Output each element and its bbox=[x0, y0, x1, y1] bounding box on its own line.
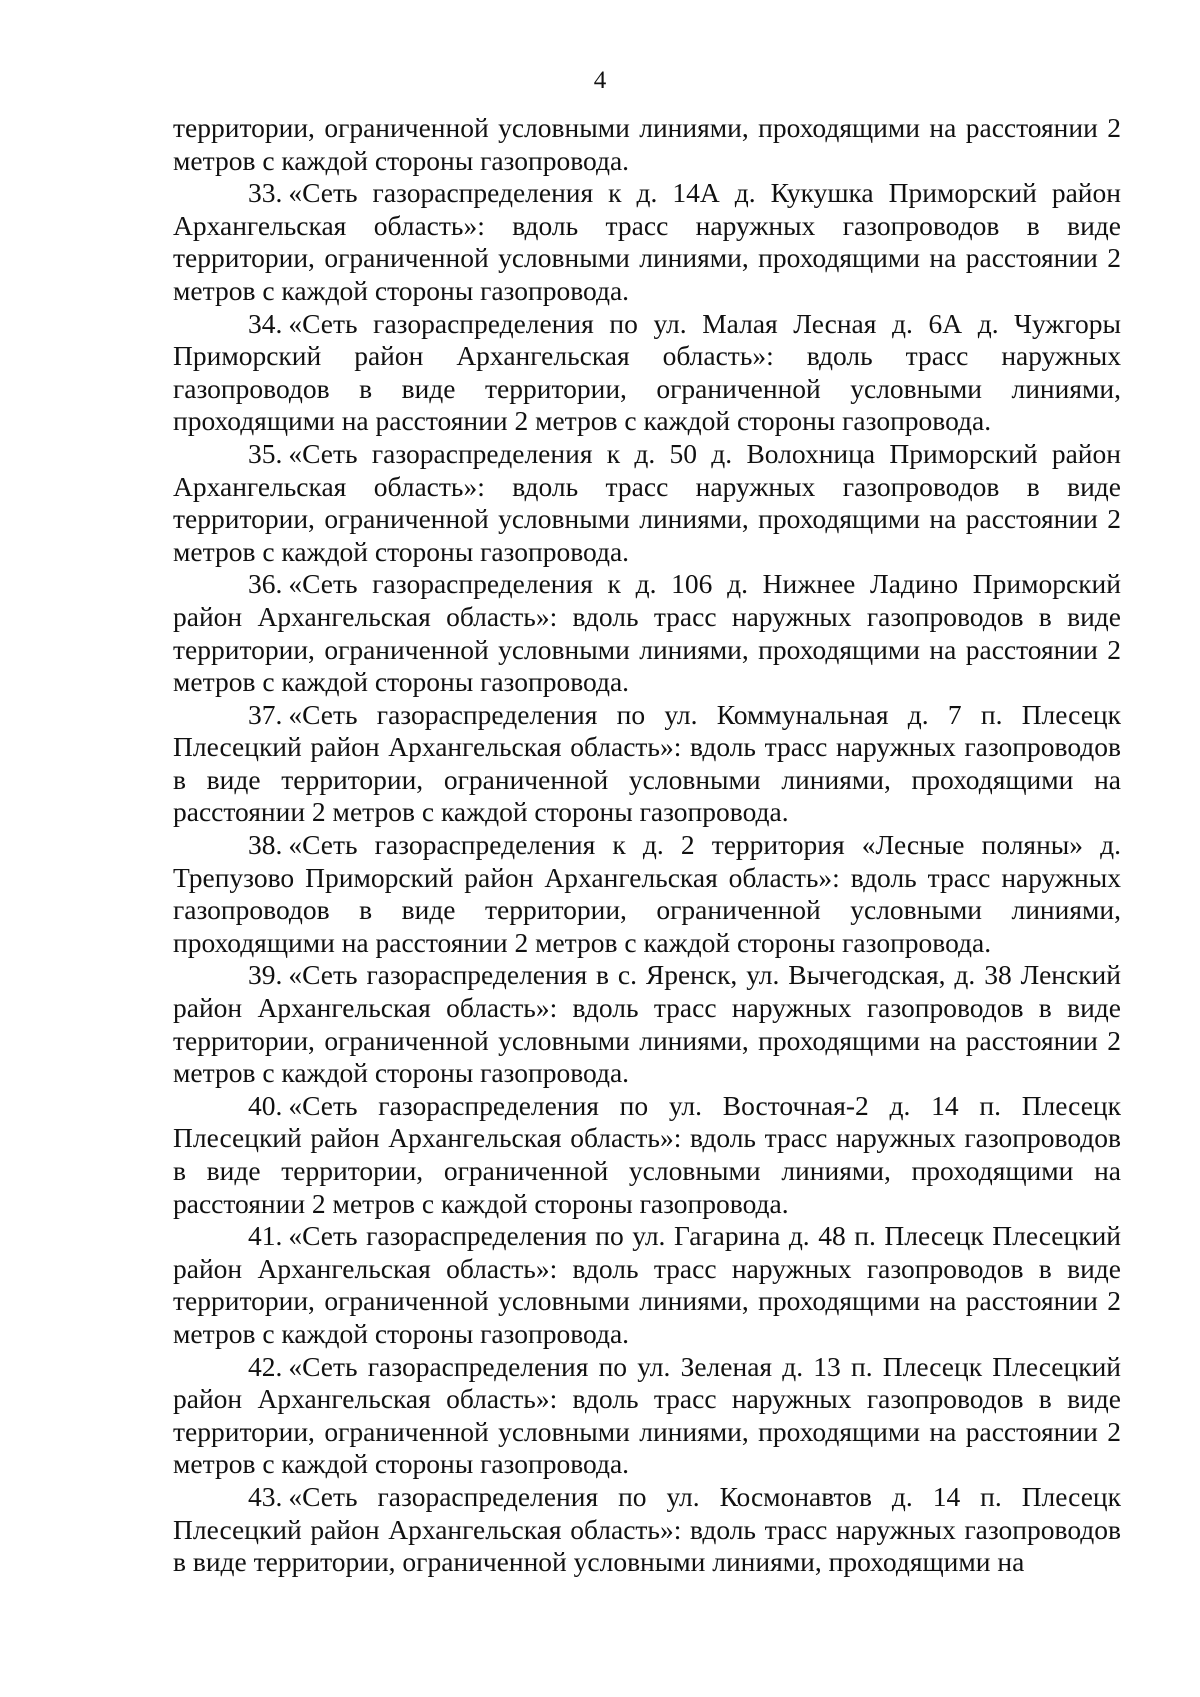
item-text: «Сеть газораспределения по ул. Коммунальная д. 7 п. Плесецк Плесецкий район Архангельская область»: вдоль трасс наружных газопроводов в виде территории, ограниченной условными линиями, проходящими на расстоянии 2 метров с каждой стороны газопровода. bbox=[173, 698, 1121, 828]
item-text: «Сеть газораспределения в с. Яренск, ул. Вычегодская, д. 38 Ленский район Архангельская область»: вдоль трасс наружных газопроводов в виде территории, ограниченной условными линиями, проходящими на расстоянии 2 метров с каждой стороны газопровода. bbox=[173, 959, 1121, 1089]
item-text: «Сеть газораспределения к д. 14А д. Кукушка Приморский район Архангельская область»: вдоль трасс наружных газопроводов в виде территории, ограниченной условными линиями, проходящими на расстоянии 2 метров с каждой стороны газопровода. bbox=[173, 177, 1121, 306]
page-number: 4 bbox=[593, 67, 607, 94]
item-number: 36. bbox=[248, 568, 283, 600]
list-item-34 bbox=[173, 308, 1121, 438]
list-item-41 bbox=[173, 1220, 1121, 1350]
item-number: 40. bbox=[248, 1089, 283, 1121]
item-number: 38. bbox=[248, 829, 283, 861]
item-text: «Сеть газораспределения по ул. Космонавтов д. 14 п. Плесецк Плесецкий район Архангельская область»: вдоль трасс наружных газопроводов в виде территории, ограниченной условными линиями, проходящими на bbox=[173, 1480, 1121, 1578]
item-text: «Сеть газораспределения к д. 2 территория «Лесные поляны» д. Трепузово Приморский район Архангельская область»: вдоль трасс наружных газопроводов в виде территории, ограниченной условными линиями, проходящими на расстоянии 2 метров с каждой стороны газопровода. bbox=[173, 829, 1121, 958]
item-number: 34. bbox=[248, 307, 283, 339]
list-item-36 bbox=[173, 568, 1121, 698]
item-text: «Сеть газораспределения по ул. Восточная-2 д. 14 п. Плесецк Плесецкий район Архангельская область»: вдоль трасс наружных газопроводов в виде территории, ограниченной условными линиями, проходящими на расстоянии 2 метров с каждой стороны газопровода. bbox=[173, 1089, 1121, 1219]
list-item-35 bbox=[173, 438, 1121, 568]
item-text: «Сеть газораспределения по ул. Зеленая д. 13 п. Плесецк Плесецкий район Архангельская область»: вдоль трасс наружных газопроводов в виде территории, ограниченной условными линиями, проходящими на расстоянии 2 метров с каждой стороны газопровода. bbox=[173, 1350, 1121, 1480]
item-number: 43. bbox=[248, 1480, 283, 1512]
list-item-42 bbox=[173, 1351, 1121, 1481]
item-number: 42. bbox=[248, 1350, 283, 1382]
list-item-37 bbox=[173, 699, 1121, 829]
item-number: 33. bbox=[248, 177, 283, 209]
continuation-paragraph: территории, ограниченной условными линиями, проходящими на расстоянии 2 метров с каждой стороны газопровода. bbox=[173, 112, 1121, 176]
list-item-39 bbox=[173, 959, 1121, 1089]
item-text: «Сеть газораспределения к д. 50 д. Волохница Приморский район Архангельская область»: вдоль трасс наружных газопроводов в виде территории, ограниченной условными линиями, проходящими на расстоянии 2 метров с каждой стороны газопровода. bbox=[173, 437, 1121, 567]
item-text: «Сеть газораспределения по ул. Малая Лесная д. 6А д. Чужгоры Приморский район Архангельская область»: вдоль трасс наружных газопроводов в виде территории, ограниченной условными линиями, проходящими на расстоянии 2 метров с каждой стороны газопровода. bbox=[173, 307, 1121, 437]
document-body bbox=[173, 112, 1121, 1579]
item-number: 39. bbox=[248, 959, 283, 991]
item-number: 41. bbox=[248, 1220, 283, 1252]
list-item-40 bbox=[173, 1090, 1121, 1220]
item-text: «Сеть газораспределения по ул. Гагарина д. 48 п. Плесецк Плесецкий район Архангельская область»: вдоль трасс наружных газопроводов в виде территории, ограниченной условными линиями, проходящими на расстоянии 2 метров с каждой стороны газопровода. bbox=[173, 1220, 1121, 1349]
item-number: 35. bbox=[248, 437, 283, 469]
list-item-33 bbox=[173, 177, 1121, 307]
list-item-43 bbox=[173, 1481, 1121, 1579]
item-text: «Сеть газораспределения к д. 106 д. Нижнее Ладино Приморский район Архангельская область»: вдоль трасс наружных газопроводов в виде территории, ограниченной условными линиями, проходящими на расстоянии 2 метров с каждой стороны газопровода. bbox=[173, 568, 1121, 698]
list-item-38 bbox=[173, 829, 1121, 959]
item-number: 37. bbox=[248, 698, 283, 730]
